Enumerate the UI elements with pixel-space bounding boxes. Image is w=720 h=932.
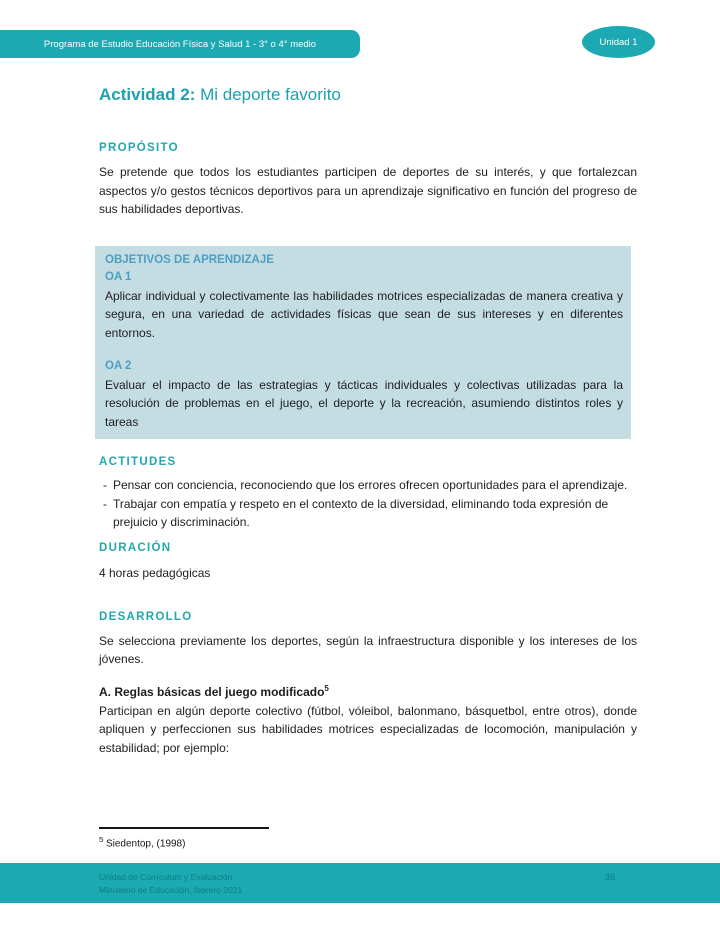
subsection-label: A. [99, 684, 111, 699]
footer-bar [0, 863, 720, 903]
section-heading-desarrollo: DESARROLLO [99, 610, 193, 623]
unit-badge-label: Unidad 1 [599, 36, 638, 48]
bullet-marker: - [103, 478, 107, 492]
program-badge [0, 30, 360, 58]
footnote-text: Siedentop, (1998) [103, 838, 186, 850]
bullet-marker: - [103, 496, 107, 511]
oa1-text: Aplicar individual y colectivamente las habilidades motrices especializadas de manera creativa y segura, en una variedad de actividades físicas que sean de sus intereses y en diferentes entornos. [105, 288, 623, 340]
desarrollo-paragraph: Se selecciona previamente los deportes, según la infraestructura disponible y los intereses de los jóvenes. [99, 633, 637, 666]
content-column [99, 142, 637, 757]
footnote [99, 835, 185, 849]
page-title [99, 85, 341, 105]
oa-item [105, 269, 623, 342]
oa-item [105, 358, 623, 431]
duracion-value: 4 horas pedagógicas [99, 565, 211, 580]
section-heading-proposito: PROPÓSITO [99, 142, 179, 154]
footnote-ref-number: 5 [99, 835, 104, 844]
footer-line2: Ministerio de Educación, febrero 2021 [99, 884, 243, 895]
proposito-paragraph: Se pretende que todos los estudiantes participen de deportes de su interés, y que fortalezcan aspectos y/o gestos técnicos deportivos para un aprendizaje significativo en función del progreso de sus habilidades deportivas. [99, 165, 637, 216]
bullet-text: Trabajar con empatía y respeto en el contexto de la diversidad, eliminando toda expresión de prejuicio y discriminación. [113, 496, 609, 529]
oa-gap [105, 342, 623, 358]
actitudes-bullet-list [99, 476, 637, 532]
objectives-box [95, 246, 631, 440]
subsection-title: Reglas básicas del juego modificado [114, 684, 325, 699]
footnote-rule [99, 827, 269, 829]
footnote-reference: 5 [324, 683, 329, 693]
footer-publisher [99, 871, 242, 896]
unit-badge [582, 26, 655, 58]
page-title-name: Mi deporte favorito [195, 85, 341, 104]
objectives-box-heading: OBJETIVOS DE APRENDIZAJE [105, 253, 274, 266]
page-number: 36 [605, 872, 616, 882]
subsection-paragraph: Participan en algún deporte colectivo (fútbol, vóleibol, balonmano, básquetbol, entre otros), donde apliquen y perfeccionen sus habilidades motrices especializadas de locomoción, manipulación y estabilidad; por ejemplo: [99, 703, 637, 755]
footer-line1: Unidad de Currículum y Evaluación [99, 872, 233, 882]
list-item [99, 495, 637, 532]
list-item [99, 476, 637, 495]
section-heading-duracion: DURACIÓN [99, 541, 172, 554]
program-badge-label: Programa de Estudio Educación Física y Salud 1 - 3° o 4° medio [43, 38, 317, 50]
subsection-heading [99, 684, 637, 699]
oa2-label: OA 2 [105, 360, 132, 372]
bullet-text: Pensar con conciencia, reconociendo que los errores ofrecen oportunidades para el aprendizaje. [113, 478, 628, 492]
page-title-activity: Actividad 2: [99, 85, 196, 104]
oa1-label: OA 1 [105, 271, 132, 283]
section-heading-actitudes: ACTITUDES [99, 456, 177, 468]
oa2-text: Evaluar el impacto de las estrategias y tácticas individuales y colectivas utilizadas para la resolución de problemas en el juego, el deporte y la recreación, asumiendo distintos roles y tareas [105, 377, 623, 429]
